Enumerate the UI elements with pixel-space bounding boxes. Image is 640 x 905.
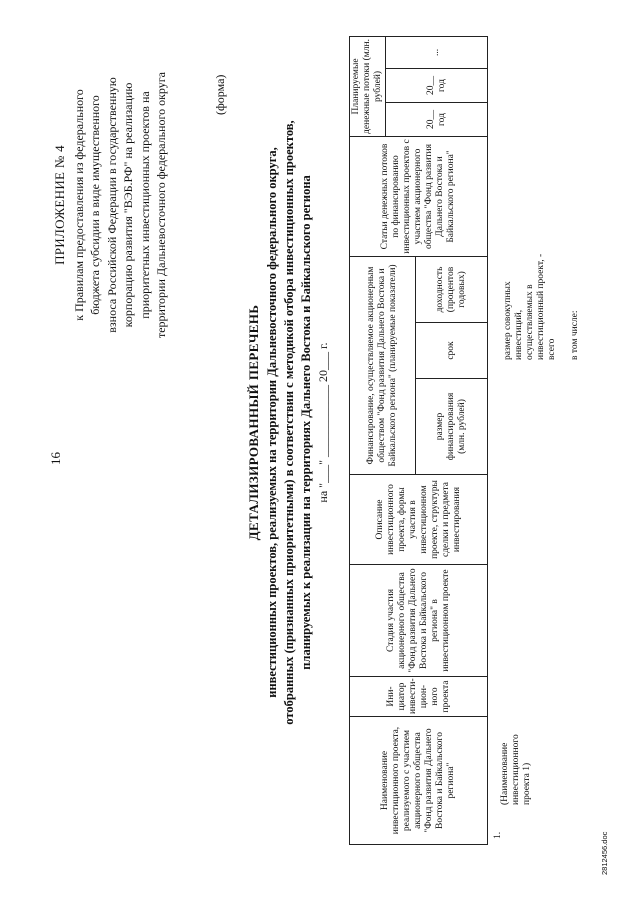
header-planned-flows: Планируемые денежные потоки (млн. рублей): [350, 36, 386, 136]
appendix-line: территории Дальневосточного федерального округа: [154, 71, 168, 339]
appendix-line: корпорацию развития "ВЭБ.РФ" на реализацию: [121, 82, 135, 328]
header-project-name: Наименование инвестиционного проекта, реализуемого с участием акционерного общества "Фонд развития Дальнего Востока и Байкальского региона": [350, 717, 488, 845]
including-label: в том числе:: [570, 310, 580, 360]
header-initiator: Ини-циатор инвести-цион-ного проекта: [350, 677, 488, 717]
header-fin-yield: доходность (процентов годовых): [416, 256, 488, 322]
title-line: инвестиционных проектов, реализуемых на территории Дальневосточного федерального округа,: [265, 147, 279, 698]
row-number: 1.: [493, 831, 503, 839]
appendix-line: взноса Российской Федерации в государственную: [104, 77, 119, 333]
appendix-header: [52, 30, 170, 380]
appendix-title: ПРИЛОЖЕНИЕ № 4: [52, 145, 67, 265]
appendix-line: к Правилам предоставления из федерального: [71, 89, 86, 321]
project-name-placeholder: (Наименование инвестиционного проекта 1): [500, 734, 532, 805]
page-number: 16: [48, 452, 63, 465]
title-line: отобранных (признанных приоритетными) в соответствии с методикой отбора инвестиционных проектов,: [282, 120, 296, 725]
title-line: планируемых к реализации на территориях Дальнего Востока и Байкальского региона: [299, 175, 313, 670]
header-description: Описание инвестиционного проекта, формы участия в инвестиционном проекте, структуры сделки и предмета инвестирования: [350, 475, 488, 565]
appendix-line: приоритетных инвестиционных проектов на: [137, 91, 152, 319]
header-year-1: 20__ год: [386, 102, 488, 136]
appendix-line: бюджета субсидии в виде имущественного: [88, 95, 102, 315]
header-cashflow-items: Статьи денежных потоков по финансированию инвестиционных проектов с участием акционерного общества "Фонд развития Дальнего Востока и Байкальского региона": [350, 136, 488, 256]
document-title: [245, 0, 332, 845]
header-year-more: ...: [386, 36, 488, 68]
header-stage: Стадия участия акционерного общества "Фонд развития Дальнего Востока и Байкальского региона" в инвестиционном проекте: [350, 565, 488, 677]
projects-table: [349, 36, 488, 845]
header-fin-amount: размер финансирования (млн. рублей): [416, 379, 488, 475]
document-code: 2812456.doc: [600, 831, 609, 875]
title-heading: ДЕТАЛИЗИРОВАННЫЙ ПЕРЕЧЕНЬ: [246, 304, 261, 541]
header-financing: Финансирование, осуществляемое акционерным обществом "Фонд развития Дальнего Востока и Байкальского региона" (планируемые показатели): [350, 256, 416, 474]
form-label: (форма): [213, 74, 227, 115]
total-investment-label: размер совокупных инвестиций, осуществляемых в инвестиционный проект, - всего: [503, 253, 557, 360]
title-date: на "___" ____________ 20___ г.: [316, 342, 330, 503]
header-year-2: 20__ год: [386, 68, 488, 102]
header-fin-term: срок: [416, 323, 488, 379]
